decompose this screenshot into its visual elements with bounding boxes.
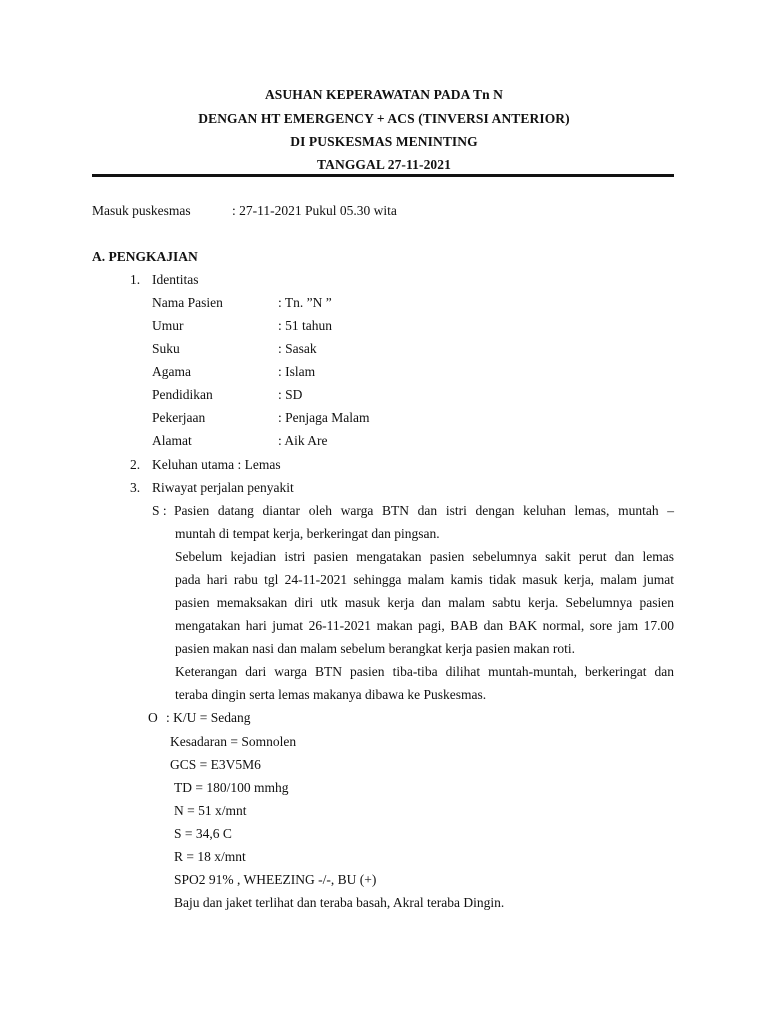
identity-label-religion: Agama [152, 364, 191, 379]
subjective-text-8: Keterangan dari warga BTN pasien tiba-tiba dilihat muntah-muntah, berkeringat dan [175, 664, 674, 679]
objective-gcs: GCS = E3V5M6 [170, 757, 261, 772]
subjective-line-1 [152, 503, 674, 519]
subjective-label: S : [152, 503, 167, 518]
doc-title-line-4: TANGGAL 27-11-2021 [317, 157, 451, 172]
admission-label: Masuk puskesmas [92, 203, 191, 218]
subjective-text-5: pasien memaksakan diri utk masuk kerja dan malam sabtu kerja. Sebelumnya pasien [175, 595, 674, 610]
doc-title-line-2: DENGAN HT EMERGENCY + ACS (TINVERSI ANTERIOR) [198, 111, 570, 126]
title-divider [92, 174, 674, 177]
admission-value: : 27-11-2021 Pukul 05.30 wita [232, 203, 397, 218]
subjective-text-1: Pasien datang diantar oleh warga BTN dan istri dengan keluhan lemas, muntah – [174, 503, 674, 518]
subjective-text-3: Sebelum kejadian istri pasien mengatakan pasien sebelumnya sakit perut dan lemas [175, 549, 674, 564]
identity-label-occupation: Pekerjaan [152, 410, 206, 425]
identity-label-education: Pendidikan [152, 387, 213, 402]
objective-general-condition: : K/U = Sedang [166, 710, 251, 725]
objective-pulse: N = 51 x/mnt [174, 803, 247, 818]
objective-respiration: R = 18 x/mnt [174, 849, 246, 864]
identity-value-education: : SD [278, 387, 303, 402]
objective-label: O [148, 710, 158, 725]
subjective-text-9: teraba dingin serta lemas makanya dibawa ke Puskesmas. [175, 687, 487, 702]
identity-label-name: Nama Pasien [152, 295, 223, 310]
item-2-number: 2. [130, 457, 141, 472]
doc-title-line-1: ASUHAN KEPERAWATAN PADA Tn N [264, 87, 504, 102]
objective-temperature: S = 34,6 C [174, 826, 232, 841]
identity-value-occupation: : Penjaga Malam [278, 410, 370, 425]
objective-blood-pressure: TD = 180/100 mmhg [174, 780, 289, 795]
chief-complaint: Keluhan utama : Lemas [152, 457, 281, 472]
identity-value-religion: : Islam [278, 364, 316, 379]
subjective-text-7: pasien makan nasi dan malam sebelum berangkat kerja pasien makan roti. [175, 641, 575, 656]
item-3-number: 3. [130, 480, 141, 495]
item-3-label: Riwayat perjalan penyakit [152, 480, 294, 495]
subjective-text-6: mengatakan hari jumat 26-11-2021 makan pagi, BAB dan BAK normal, sore jam 17.00 [175, 618, 674, 633]
identity-label-address: Alamat [152, 433, 192, 448]
identity-value-address: : Aik Are [278, 433, 328, 448]
section-a-heading: A. PENGKAJIAN [92, 249, 198, 264]
identity-value-age: : 51 tahun [278, 318, 332, 333]
subjective-text-4: pada hari rabu tgl 24-11-2021 sehingga malam kamis tidak masuk kerja, malam jumat [175, 572, 674, 587]
objective-consciousness: Kesadaran = Somnolen [170, 734, 297, 749]
objective-spo2: SPO2 91% , WHEEZING -/-, BU (+) [174, 872, 377, 887]
identity-value-ethnicity: : Sasak [278, 341, 317, 356]
subjective-text-2: muntah di tempat kerja, berkeringat dan pingsan. [175, 526, 440, 541]
identity-label-age: Umur [152, 318, 184, 333]
item-1-number: 1. [130, 272, 141, 287]
doc-title-line-3: DI PUSKESMAS MENINTING [290, 134, 478, 149]
identity-value-name: : Tn. ”N ” [278, 295, 332, 310]
objective-physical-note: Baju dan jaket terlihat dan teraba basah, Akral teraba Dingin. [174, 895, 505, 910]
identity-label-ethnicity: Suku [152, 341, 180, 356]
item-1-label: Identitas [152, 272, 199, 287]
